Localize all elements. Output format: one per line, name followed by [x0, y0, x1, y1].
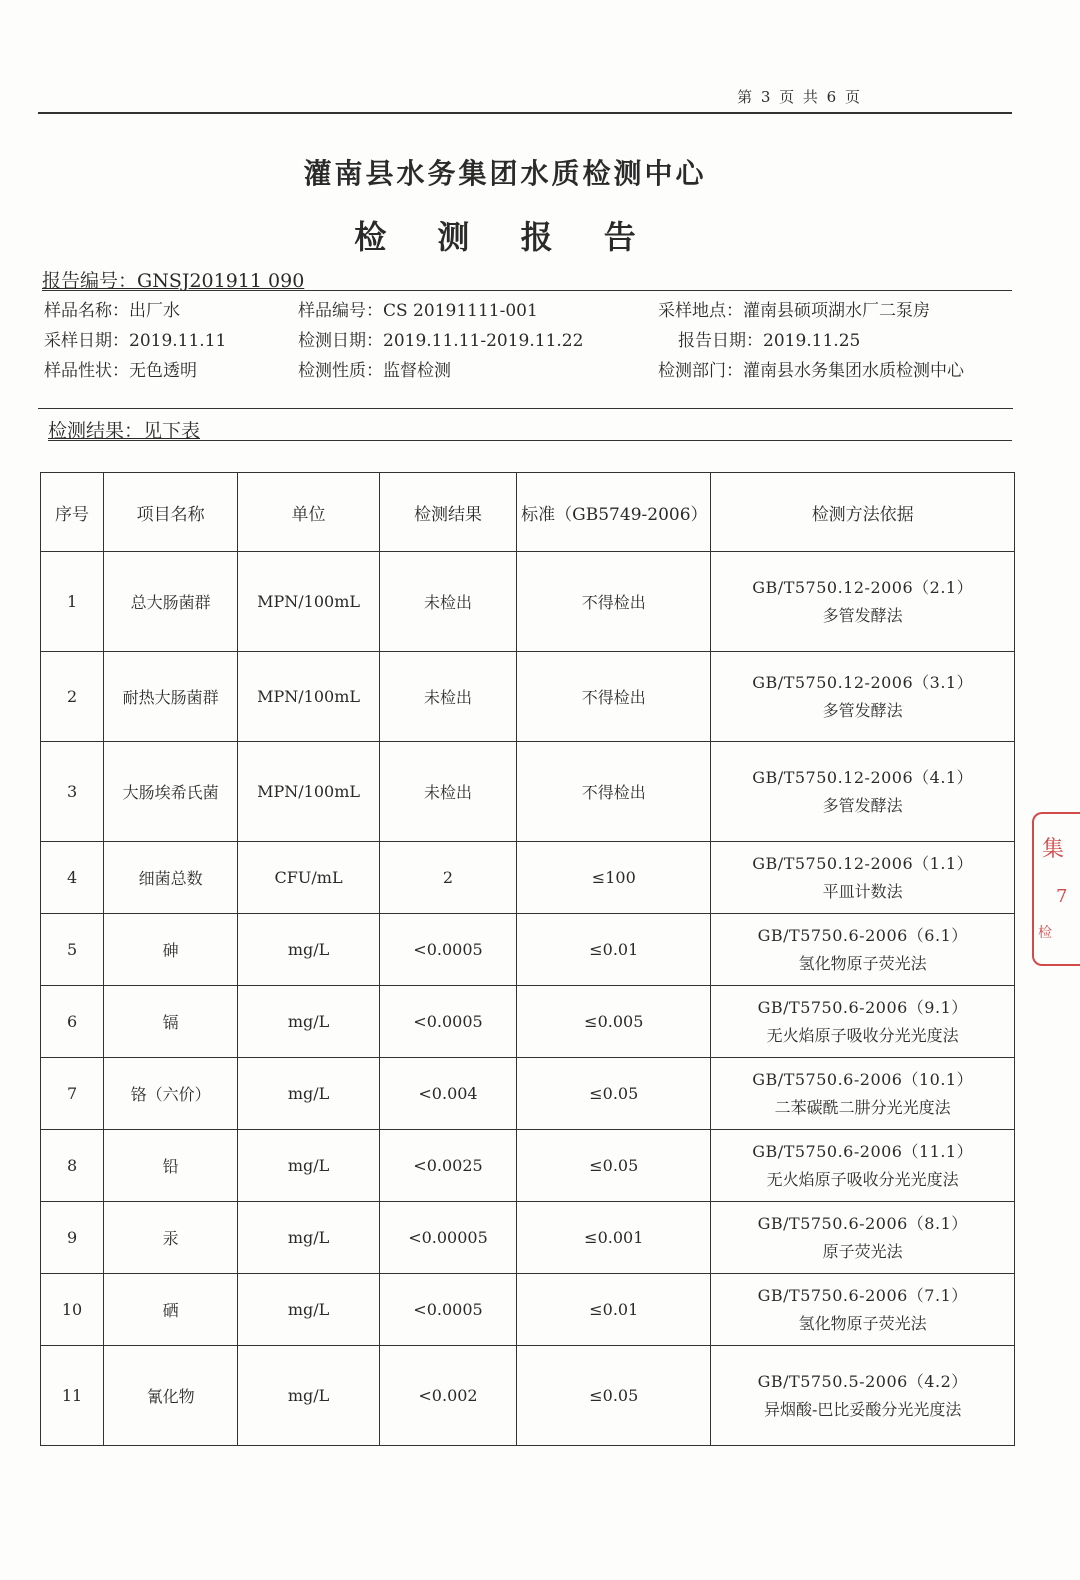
- results-label: 检测结果：: [48, 420, 144, 442]
- row-result: <0.004: [379, 1058, 516, 1130]
- row-unit: mg/L: [238, 1130, 380, 1202]
- table-row: [41, 652, 1015, 742]
- report-date-label: 报告日期：: [678, 331, 763, 351]
- sample-info: [44, 296, 1014, 386]
- row-method: [711, 1274, 1015, 1346]
- row-unit: mg/L: [238, 914, 380, 986]
- test-date: [298, 326, 583, 351]
- sample-location: [658, 296, 930, 321]
- row-result: <0.0005: [379, 986, 516, 1058]
- method-code: GB/T5750.6-2006（10.1）: [752, 1069, 974, 1089]
- stamp-char-3: 检: [1038, 925, 1052, 941]
- row-method: [711, 1058, 1015, 1130]
- sample-no-value: CS 20191111-001: [383, 301, 538, 321]
- table-header-row: [41, 473, 1015, 552]
- info-row-1: [44, 296, 1014, 326]
- page-header: [38, 84, 1012, 114]
- row-result: <0.0025: [379, 1130, 516, 1202]
- row-standard: ≤0.001: [517, 1202, 711, 1274]
- method-code: GB/T5750.12-2006（2.1）: [752, 577, 974, 597]
- row-method: [711, 742, 1015, 842]
- row-unit: MPN/100mL: [238, 742, 380, 842]
- table-row: [41, 552, 1015, 652]
- row-standard: ≤100: [517, 842, 711, 914]
- table-row: [41, 914, 1015, 986]
- row-unit: MPN/100mL: [238, 552, 380, 652]
- sample-name: [44, 296, 180, 321]
- header-method: 检测方法依据: [711, 473, 1015, 552]
- method-code: GB/T5750.6-2006（8.1）: [757, 1213, 968, 1233]
- page-number: 第 3 页 共 6 页: [737, 88, 862, 106]
- divider: [38, 408, 1013, 409]
- org-title: 灌南县水务集团水质检测中心: [303, 157, 707, 190]
- table-row: [41, 1130, 1015, 1202]
- row-standard: ≤0.005: [517, 986, 711, 1058]
- row-no: 5: [41, 914, 104, 986]
- row-name: 铅: [104, 1130, 238, 1202]
- method-name: 多管发酵法: [822, 605, 903, 625]
- method-code: GB/T5750.6-2006（6.1）: [757, 925, 968, 945]
- method-name: 氢化物原子荧光法: [798, 953, 927, 973]
- row-no: 10: [41, 1274, 104, 1346]
- row-name: 大肠埃希氏菌: [104, 742, 238, 842]
- location-value: 灌南县硕项湖水厂二泵房: [743, 301, 930, 321]
- row-method: [711, 842, 1015, 914]
- row-name: 耐热大肠菌群: [104, 652, 238, 742]
- results-value: 见下表: [143, 420, 201, 442]
- row-name: 汞: [104, 1202, 238, 1274]
- report-number-value: GNSJ201911 090: [137, 270, 305, 292]
- row-standard: 不得检出: [517, 652, 711, 742]
- dept-label: 检测部门：: [658, 361, 743, 381]
- row-unit: mg/L: [238, 1346, 380, 1446]
- row-name: 硒: [104, 1274, 238, 1346]
- header-unit: 单位: [238, 473, 380, 552]
- row-result: 未检出: [379, 552, 516, 652]
- red-seal-stamp: [1032, 812, 1080, 966]
- table-row: [41, 1274, 1015, 1346]
- row-no: 6: [41, 986, 104, 1058]
- sample-no-label: 样品编号：: [298, 301, 383, 321]
- header-standard: 标准（GB5749-2006）: [517, 473, 711, 552]
- row-method: [711, 552, 1015, 652]
- row-no: 1: [41, 552, 104, 652]
- row-standard: ≤0.01: [517, 1274, 711, 1346]
- row-name: 氰化物: [104, 1346, 238, 1446]
- results-table: [40, 472, 1015, 1446]
- sample-no: [298, 296, 538, 321]
- row-unit: mg/L: [238, 1274, 380, 1346]
- table-row: [41, 1058, 1015, 1130]
- property-label: 样品性状：: [44, 361, 129, 381]
- sample-name-value: 出厂水: [129, 301, 180, 321]
- method-code: GB/T5750.12-2006（4.1）: [752, 767, 974, 787]
- report-title: 检 测 报 告: [354, 218, 656, 256]
- row-unit: mg/L: [238, 1202, 380, 1274]
- method-code: GB/T5750.5-2006（4.2）: [757, 1371, 968, 1391]
- row-no: 7: [41, 1058, 104, 1130]
- row-no: 2: [41, 652, 104, 742]
- row-method: [711, 1346, 1015, 1446]
- table-row: [41, 1346, 1015, 1446]
- row-unit: mg/L: [238, 1058, 380, 1130]
- row-unit: CFU/mL: [238, 842, 380, 914]
- method-name: 多管发酵法: [822, 700, 903, 720]
- test-date-label: 检测日期：: [298, 331, 383, 351]
- row-result: <0.00005: [379, 1202, 516, 1274]
- method-name: 二苯碳酰二肼分光光度法: [774, 1097, 951, 1117]
- report-number: [42, 266, 1012, 291]
- info-row-2: [44, 326, 1014, 356]
- sample-date: [44, 326, 226, 351]
- method-code: GB/T5750.6-2006（9.1）: [757, 997, 968, 1017]
- header-no: 序号: [41, 473, 104, 552]
- table-row: [41, 1202, 1015, 1274]
- method-code: GB/T5750.12-2006（3.1）: [752, 672, 974, 692]
- row-name: 细菌总数: [104, 842, 238, 914]
- row-standard: ≤0.05: [517, 1130, 711, 1202]
- row-method: [711, 1130, 1015, 1202]
- row-standard: ≤0.05: [517, 1058, 711, 1130]
- results-line: [48, 416, 1012, 441]
- method-code: GB/T5750.6-2006（11.1）: [752, 1141, 974, 1161]
- row-method: [711, 986, 1015, 1058]
- test-nature: [298, 356, 451, 381]
- row-result: 未检出: [379, 652, 516, 742]
- test-date-value: 2019.11.11-2019.11.22: [383, 331, 584, 351]
- sample-date-label: 采样日期：: [44, 331, 129, 351]
- table-row: [41, 742, 1015, 842]
- method-name: 无火焰原子吸收分光光度法: [766, 1169, 959, 1189]
- report-date: [678, 326, 860, 351]
- row-name: 铬（六价）: [104, 1058, 238, 1130]
- info-row-3: [44, 356, 1014, 386]
- row-no: 8: [41, 1130, 104, 1202]
- row-unit: MPN/100mL: [238, 652, 380, 742]
- row-standard: ≤0.05: [517, 1346, 711, 1446]
- sample-property: [44, 356, 197, 381]
- stamp-char-1: 集: [1042, 837, 1065, 862]
- row-unit: mg/L: [238, 986, 380, 1058]
- row-no: 9: [41, 1202, 104, 1274]
- header-result: 检测结果: [379, 473, 516, 552]
- test-dept: [658, 356, 964, 381]
- row-standard: 不得检出: [517, 742, 711, 842]
- row-no: 3: [41, 742, 104, 842]
- row-no: 11: [41, 1346, 104, 1446]
- method-name: 氢化物原子荧光法: [798, 1313, 927, 1333]
- method-name: 异烟酸-巴比妥酸分光光度法: [763, 1399, 962, 1419]
- sample-name-label: 样品名称：: [44, 301, 129, 321]
- method-name: 原子荧光法: [822, 1241, 903, 1261]
- location-label: 采样地点：: [658, 301, 743, 321]
- row-method: [711, 652, 1015, 742]
- report-date-value: 2019.11.25: [763, 331, 861, 351]
- row-standard: 不得检出: [517, 552, 711, 652]
- row-name: 总大肠菌群: [104, 552, 238, 652]
- row-result: <0.0005: [379, 914, 516, 986]
- nature-label: 检测性质：: [298, 361, 383, 381]
- row-method: [711, 914, 1015, 986]
- method-code: GB/T5750.6-2006（7.1）: [757, 1285, 968, 1305]
- nature-value: 监督检测: [383, 361, 451, 381]
- row-result: 未检出: [379, 742, 516, 842]
- property-value: 无色透明: [129, 361, 197, 381]
- row-name: 砷: [104, 914, 238, 986]
- row-no: 4: [41, 842, 104, 914]
- sample-date-value: 2019.11.11: [129, 331, 227, 351]
- row-result: <0.0005: [379, 1274, 516, 1346]
- method-code: GB/T5750.12-2006（1.1）: [752, 853, 974, 873]
- report-number-label: 报告编号：: [42, 270, 138, 292]
- row-result: <0.002: [379, 1346, 516, 1446]
- dept-value: 灌南县水务集团水质检测中心: [743, 361, 964, 381]
- method-name: 无火焰原子吸收分光光度法: [766, 1025, 959, 1045]
- row-result: 2: [379, 842, 516, 914]
- header-name: 项目名称: [104, 473, 238, 552]
- row-name: 镉: [104, 986, 238, 1058]
- table-row: [41, 842, 1015, 914]
- table-row: [41, 986, 1015, 1058]
- stamp-char-2: 7: [1056, 886, 1068, 907]
- row-standard: ≤0.01: [517, 914, 711, 986]
- method-name: 平皿计数法: [822, 881, 903, 901]
- method-name: 多管发酵法: [822, 795, 903, 815]
- row-method: [711, 1202, 1015, 1274]
